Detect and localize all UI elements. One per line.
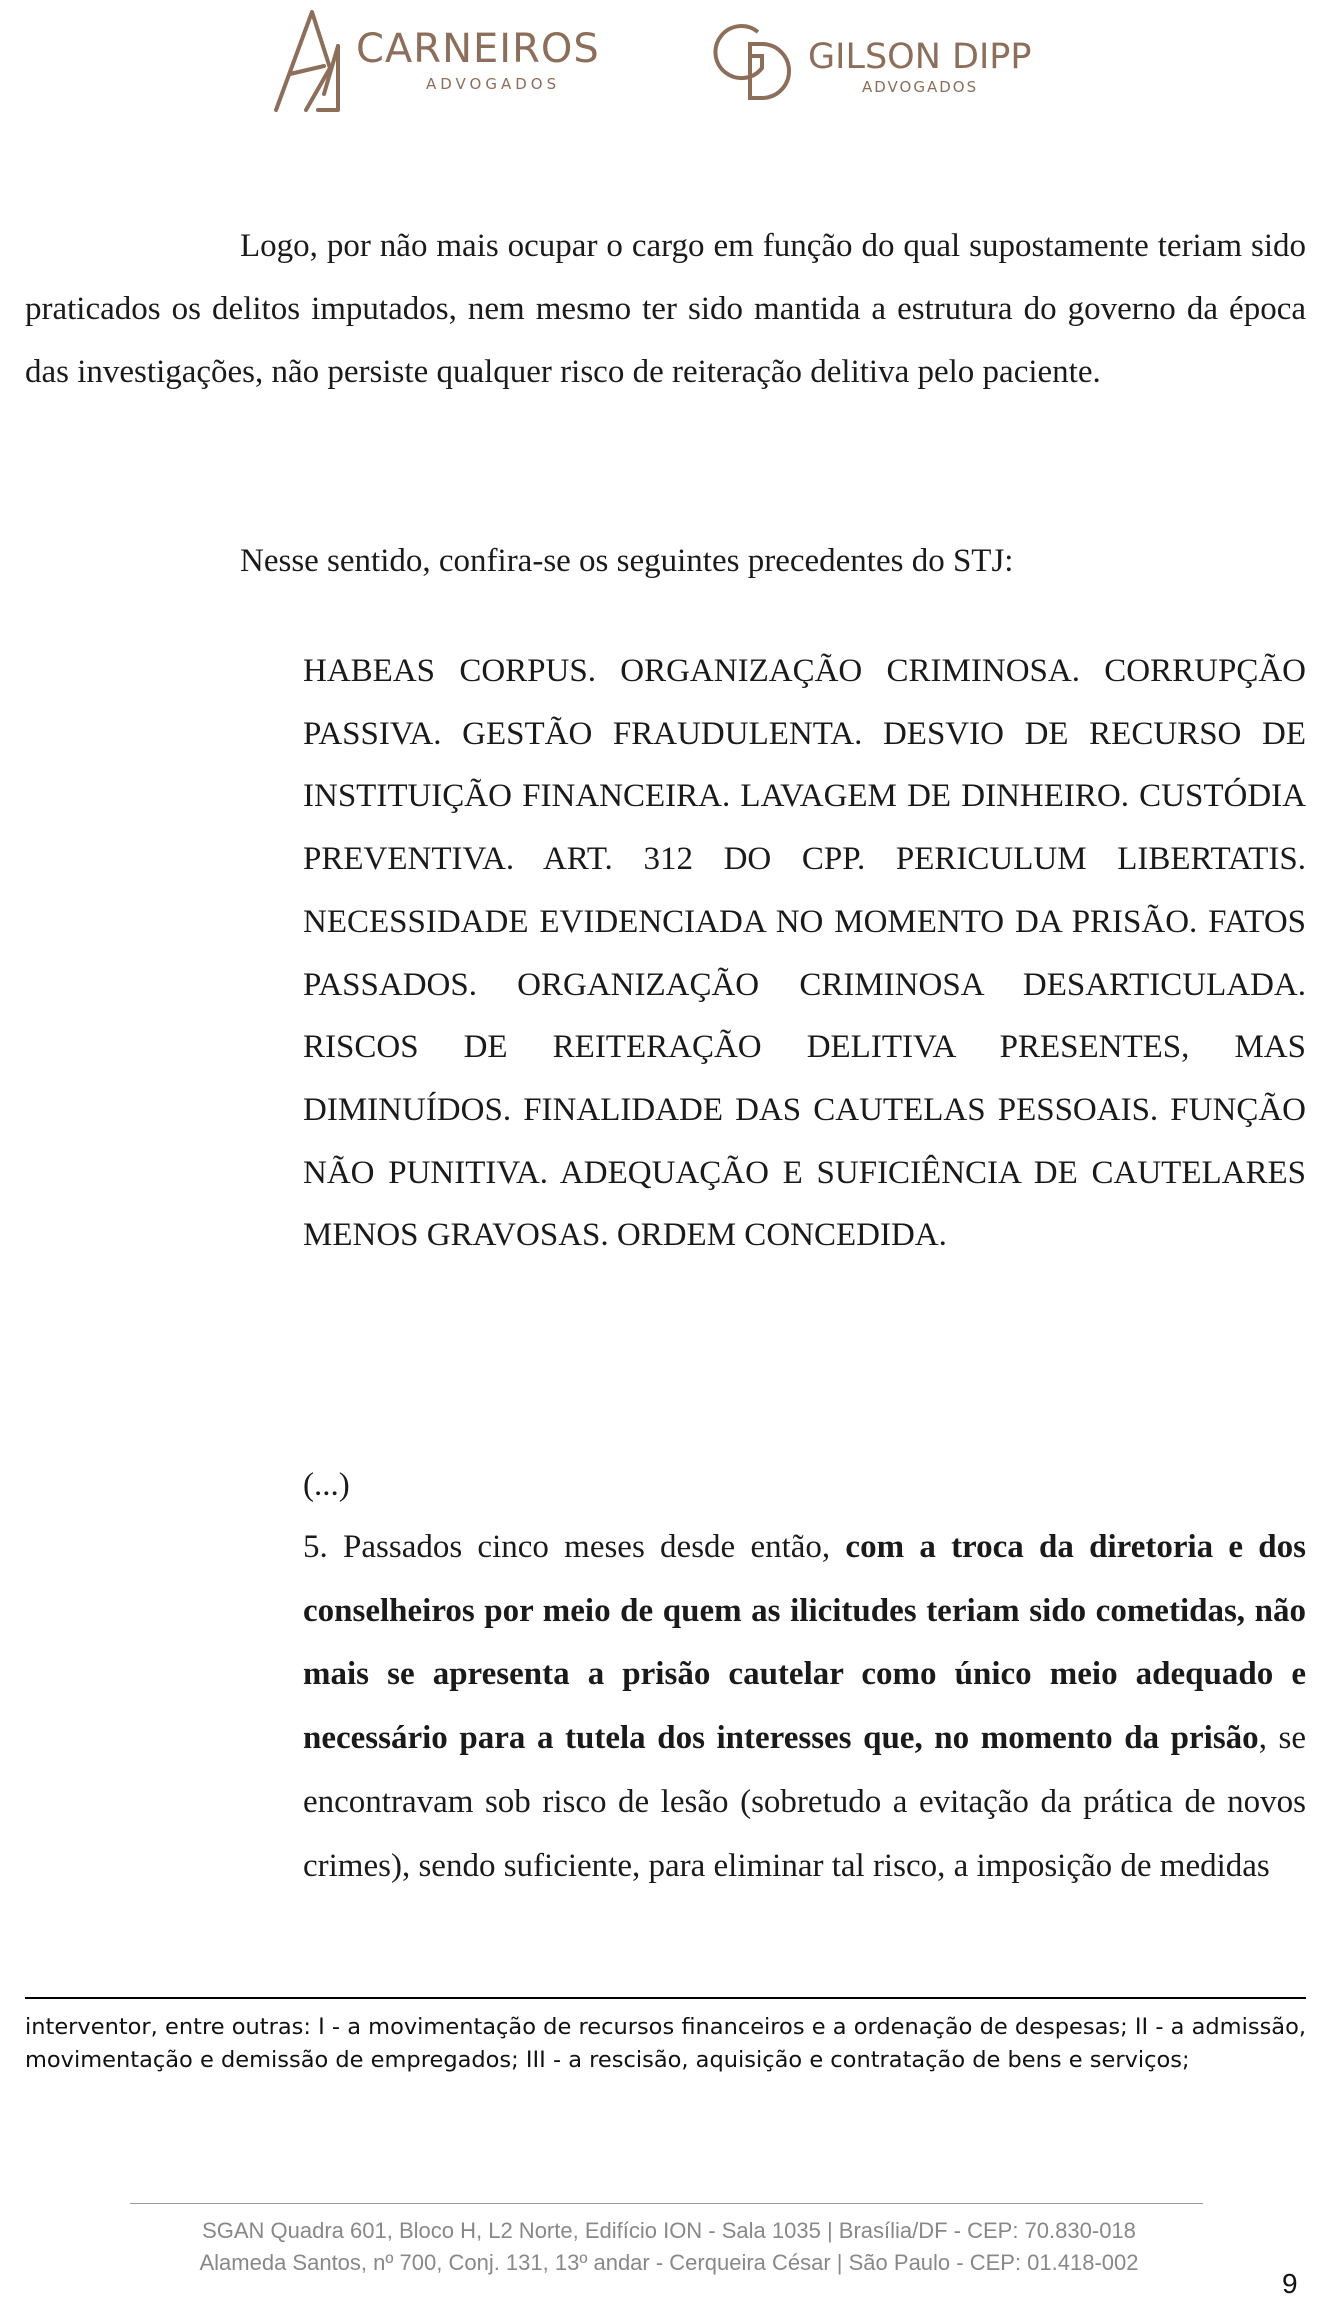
footer-address-sao-paulo: Alameda Santos, nº 700, Conj. 131, 13º andar - Cerqueira César | São Paulo - CEP: 01.418-002 [199,2250,1139,2275]
paragraph-precedents-intro: Nesse sentido, confira-se os seguintes precedentes do STJ: [240,543,1014,579]
footer-divider [130,2203,1203,2204]
quote-headnote: HABEAS CORPUS. ORGANIZAÇÃO CRIMINOSA. CORRUPÇÃO PASSIVA. GESTÃO FRAUDULENTA. DESVIO DE RECURSO DE INSTITUIÇÃO FINANCEIRA. LAVAGEM DE DINHEIRO. CUSTÓDIA PREVENTIVA. ART. 312 DO CPP. PERICULUM LIBERTATIS. NECESSIDADE EVIDENCIADA NO MOMENTO DA PRISÃO. FATOS PASSADOS. ORGANIZAÇÃO CRIMINOSA DESARTICULADA. RISCOS DE REITERAÇÃO DELITIVA PRESENTES, MAS DIMINUÍDOS. FINALIDADE DAS CAUTELAS PESSOAIS. FUNÇÃO NÃO PUNITIVA. ADEQUAÇÃO E SUFICIÊNCIA DE CAUTELARES MENOS GRAVOSAS. ORDEM CONCEDIDA. [303,653,1306,1254]
gilson-dipp-subtitle: ADVOGADOS [862,78,979,96]
carneiros-monogram-icon [272,6,642,116]
carneiros-logo [272,6,642,116]
gilson-dipp-monogram-icon [710,20,1070,105]
gilson-dipp-name: GILSON DIPP [808,37,1032,77]
gilson-dipp-logo [710,20,1070,105]
carneiros-name: CARNEIROS [356,26,600,72]
quote-para-end: , se encontravam sob risco de lesão (sobretudo a evitação da prática de novos crimes), sendo suficiente, para eliminar tal risco, a imposição de medidas [303,1720,1306,1884]
footnote-text: interventor, entre outras: I - a movimentação de recursos financeiros e a ordenação de despesas; II - a admissão, movimentação e demissão de empregados; III - a rescisão, aquisição e contratação de bens e serviços; [25,2014,1306,2073]
quote-paragraph [303,1516,1306,1898]
footer-address-brasilia: SGAN Quadra 601, Bloco H, L2 Norte, Edifício ION - Sala 1035 | Brasília/DF - CEP: 70.830-018 [202,2218,1136,2243]
footnote-divider [25,1997,1306,1999]
quote-para-bold: com a troca da diretoria e dos conselheiros por meio de quem as ilicitudes teriam sido cometidas, não mais se apresenta a prisão cautelar como único meio adequado e necessário para a tutela dos interesses que, no momento da prisão [303,1529,1306,1757]
quote-para-start: 5. Passados cinco meses desde então, [303,1529,846,1565]
page-number: 9 [1282,2268,1298,2299]
letterhead [0,0,1338,120]
quote-ellipsis: (...) [303,1467,350,1503]
carneiros-subtitle: ADVOGADOS [426,75,561,93]
paragraph-conclusion: Logo, por não mais ocupar o cargo em função do qual supostamente teriam sido praticados os delitos imputados, nem mesmo ter sido mantida a estrutura do governo da época das investigações, não persiste qualquer risco de reiteração delitiva pelo paciente. [25,228,1306,390]
